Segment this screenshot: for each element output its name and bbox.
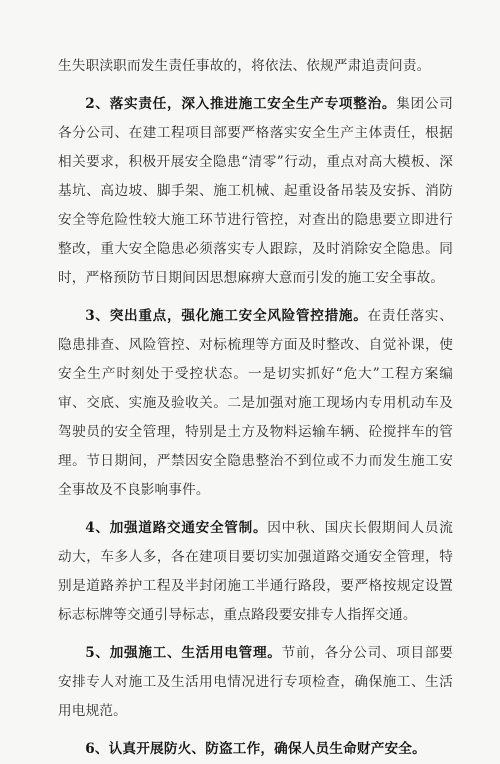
paragraph-1-body: 生失职渎职而发生责任事故的，将依法、依规严肃追责问责。: [58, 58, 431, 74]
paragraph-2: [58, 90, 453, 293]
paragraph-3-body: 在责任落实、隐患排查、风险管控、对标梳理等方面及时整改、自觉补课，使安全生产时刻处于受控状态。一是切实抓好“危大”工程方案编审、交底、实施及验收关。二是加强对施工现场内专用机动车及驾驶员的安全管理，特别是土方及物料运输车辆、砼搅拌车的管理。节日期间，严禁因安全隐患整治不到位或不力而发生施工安全事故及不良影响事件。: [58, 308, 453, 498]
paragraph-4-body: 因中秋、国庆长假期间人员流动大，车多人多，各在建项目要切实加强道路交通安全管理，特别是道路养护工程及半封闭施工半通行路段，要严格按规定设置标志标牌等交通引导标志，重点路段要安排专人指挥交通。: [58, 520, 453, 623]
paragraph-2-body: 集团公司各分公司、在建工程项目部要严格落实安全生产主体责任，根据相关要求，积极开展安全隐患“清零”行动，重点对高大模板、深基坑、高边坡、脚手架、施工机械、起重设备吊装及安拆、消防安全等危险性较大施工环节进行管控，对查出的隐患要立即进行整改，重大安全隐患必须落实专人跟踪，及时消除安全隐患。同时，严格预防节日期间因思想麻痹大意而引发的施工安全事故。: [58, 96, 453, 286]
paragraph-6-lead: 6、认真开展防火、防盗工作，确保人员生命财产安全。: [85, 741, 426, 757]
paragraph-2-lead: 2、落实责任，深入推进施工安全生产专项整治。: [85, 96, 397, 112]
paragraph-5-lead: 5、加强施工、生活用电管理。: [85, 645, 282, 661]
paragraph-5-body: 节前，各分公司、项目部要安排专人对施工及生活用电情况进行专项检查，确保施工、生活用电规范。: [58, 645, 453, 719]
paragraph-3-lead: 3、突出重点，强化施工安全风险管控措施。: [85, 308, 368, 324]
paragraph-3: [58, 302, 453, 505]
paragraph-4: [58, 514, 453, 630]
paragraph-1: [58, 52, 453, 81]
paragraph-4-lead: 4、加强道路交通安全管制。: [85, 520, 268, 536]
paragraph-5: [58, 639, 453, 726]
paragraph-6: [58, 735, 453, 764]
